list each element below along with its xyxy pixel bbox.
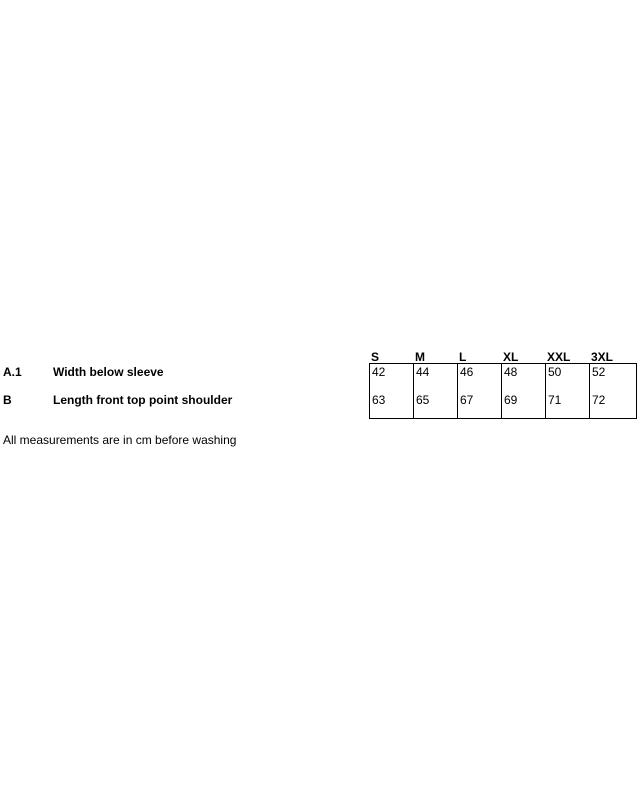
size-header-l: L	[459, 350, 467, 364]
size-header-xxl: XXL	[547, 350, 571, 364]
row-label: Width below sleeve	[53, 365, 164, 379]
measurement-footnote: All measurements are in cm before washing	[3, 433, 237, 447]
measurement-cell: 69	[504, 393, 518, 407]
size-header-m: M	[415, 350, 425, 364]
measurement-cell: 44	[416, 365, 430, 379]
measurement-cell: 42	[372, 365, 386, 379]
size-header-3xl: 3XL	[591, 350, 614, 364]
measurement-cell: 63	[372, 393, 386, 407]
row-label: Length front top point shoulder	[53, 393, 233, 407]
measurement-cell: 71	[548, 393, 562, 407]
measurement-cell: 48	[504, 365, 518, 379]
size-header-xl: XL	[503, 350, 519, 364]
measurement-cell: 65	[416, 393, 430, 407]
measurement-cell: 46	[460, 365, 474, 379]
measurement-cell: 52	[592, 365, 606, 379]
row-code: B	[3, 393, 12, 407]
size-header-s: S	[371, 350, 380, 364]
measurement-cell: 50	[548, 365, 562, 379]
measurement-cell: 72	[592, 393, 606, 407]
measurement-grid	[369, 363, 637, 419]
row-code: A.1	[3, 365, 22, 379]
measurement-cell: 67	[460, 393, 474, 407]
